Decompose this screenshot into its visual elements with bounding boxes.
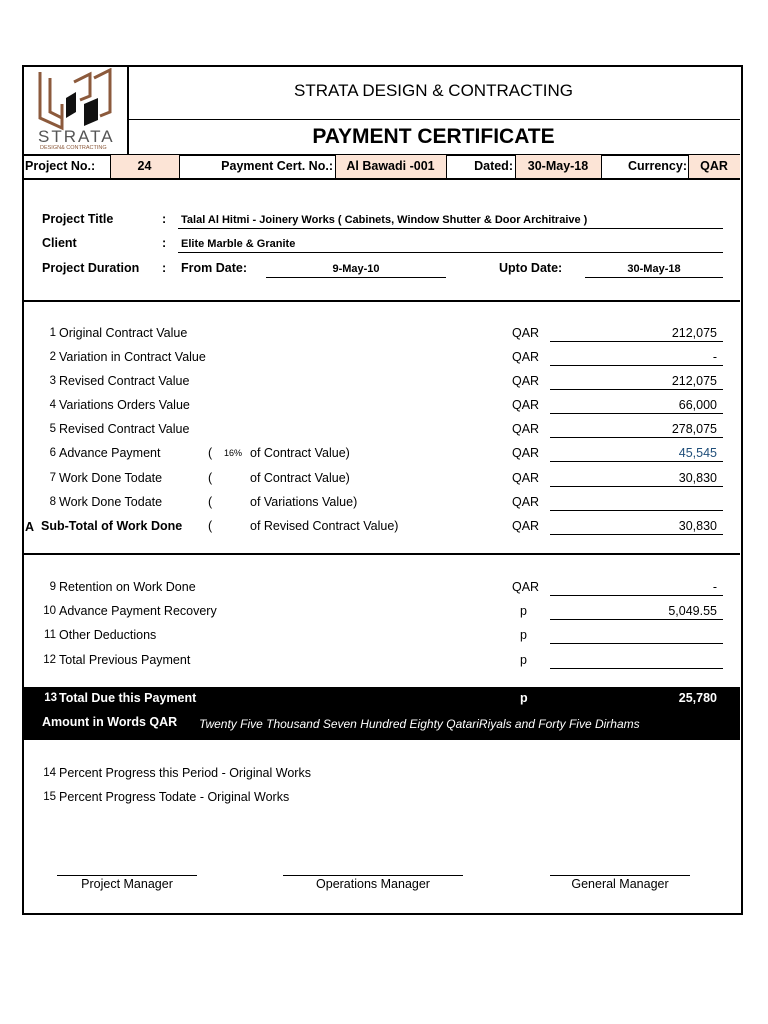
row-number: 3: [49, 375, 56, 387]
row-value-underline: [550, 595, 723, 596]
project-manager-label: Project Manager: [81, 877, 173, 891]
row-value-underline: [550, 365, 723, 366]
total-no: 13: [44, 692, 57, 704]
project-no-label: Project No.:: [25, 159, 96, 173]
row-value-underline: [550, 534, 723, 535]
row-currency: QAR: [512, 350, 540, 364]
row-label: Variations Orders Value: [59, 398, 190, 412]
cert-no-value: Al Bawadi -001: [346, 159, 435, 173]
client-colon: :: [162, 236, 167, 250]
row-value-underline: [550, 510, 723, 511]
row-paren: (: [208, 446, 213, 460]
row-number: 1: [49, 327, 56, 339]
progress-number: 14: [43, 767, 56, 779]
row-value-underline: [550, 668, 723, 669]
row-value-underline: [550, 619, 723, 620]
row-number: 2: [49, 351, 56, 363]
row-value: 30,830: [678, 519, 717, 533]
row-value: -: [712, 350, 717, 364]
row-currency: QAR: [512, 580, 540, 594]
row-currency: p: [520, 628, 527, 642]
row-number: 12: [43, 654, 56, 666]
row-value: 45,545: [678, 446, 717, 460]
row-paren: (: [208, 471, 213, 485]
cert-no-label: Payment Cert. No.:: [221, 159, 333, 173]
row-number: 8: [49, 496, 56, 508]
row-value-underline: [550, 643, 723, 644]
info-bar-bottom: [23, 178, 740, 180]
logo-brand-name: STRATA: [38, 127, 115, 146]
total-label: Total Due this Payment: [59, 691, 197, 705]
row-basis: of Contract Value): [250, 471, 350, 485]
logo-brand-sub: DESIGN& CONTRACTING: [40, 145, 107, 151]
header-divider: [127, 119, 740, 120]
row-currency: QAR: [512, 326, 540, 340]
om-signature-line: [283, 875, 463, 876]
progress-number: 15: [43, 791, 56, 803]
page-title: PAYMENT CERTIFICATE: [312, 125, 555, 148]
row-label: Advance Payment: [59, 446, 161, 460]
row-currency: QAR: [512, 471, 540, 485]
upto-date-label: Upto Date:: [499, 261, 563, 275]
row-basis: of Revised Contract Value): [250, 519, 399, 533]
row-value-underline: [550, 461, 723, 462]
from-date-underline: [266, 277, 446, 278]
company-name: STRATA DESIGN & CONTRACTING: [294, 81, 573, 100]
row-label: Original Contract Value: [59, 326, 188, 340]
operations-manager-label: Operations Manager: [316, 877, 430, 891]
section-divider-2: [23, 553, 740, 555]
progress-label: Percent Progress this Period - Original Works: [59, 766, 311, 780]
project-title-value: Talal Al Hitmi - Joinery Works ( Cabinets, Window Shutter & Door Architraive ): [181, 214, 588, 226]
client-underline: [178, 252, 723, 253]
row-basis: of Variations Value): [250, 495, 358, 509]
row-number: A: [24, 520, 34, 534]
from-date-value: 9-May-10: [332, 263, 380, 275]
row-currency: QAR: [512, 446, 540, 460]
row-number: 11: [44, 629, 56, 641]
row-currency: QAR: [512, 374, 540, 388]
row-value: 66,000: [678, 398, 717, 412]
row-currency: QAR: [512, 398, 540, 412]
row-label: Advance Payment Recovery: [59, 604, 217, 618]
row-value: 5,049.55: [668, 604, 717, 618]
row-number: 5: [49, 423, 56, 435]
row-value: 30,830: [678, 471, 717, 485]
client-label: Client: [42, 236, 77, 250]
project-title-colon: :: [162, 212, 167, 226]
row-label: Work Done Todate: [59, 471, 163, 485]
row-number: 7: [49, 472, 56, 484]
from-date-label: From Date:: [181, 261, 247, 275]
upto-date-value: 30-May-18: [627, 263, 681, 275]
row-currency: p: [520, 653, 527, 667]
row-label: Revised Contract Value: [59, 374, 190, 388]
row-number: 4: [49, 399, 56, 411]
row-number: 10: [43, 605, 56, 617]
row-paren: (: [208, 495, 213, 509]
row-currency: QAR: [512, 422, 540, 436]
row-number: 9: [49, 581, 56, 593]
upto-date-underline: [585, 277, 723, 278]
row-label: Retention on Work Done: [59, 580, 196, 594]
row-number: 6: [49, 447, 56, 459]
row-label: Variation in Contract Value: [59, 350, 206, 364]
row-currency: QAR: [512, 519, 540, 533]
row-currency: p: [520, 604, 527, 618]
progress-label: Percent Progress Todate - Original Works: [59, 790, 290, 804]
currency-label: Currency:: [627, 159, 687, 173]
row-label: Total Previous Payment: [59, 653, 191, 667]
row-value: 278,075: [671, 422, 717, 436]
row-value: -: [712, 580, 717, 594]
row-value: 212,075: [671, 326, 717, 340]
row-label: Sub-Total of Work Done: [41, 519, 183, 533]
project-title-label: Project Title: [42, 212, 114, 226]
row-basis: of Contract Value): [250, 446, 350, 460]
strata-logo: [30, 68, 120, 152]
row-paren: (: [208, 519, 213, 533]
row-value-underline: [550, 486, 723, 487]
row-value-underline: [550, 437, 723, 438]
section-divider-1: [23, 300, 740, 302]
certificate-frame: [22, 65, 743, 915]
total-value: 25,780: [678, 691, 717, 705]
row-label: Work Done Todate: [59, 495, 163, 509]
amount-words-value: Twenty Five Thousand Seven Hundred Eighty QatariRiyals and Forty Five Dirhams: [199, 717, 640, 731]
row-label: Revised Contract Value: [59, 422, 190, 436]
project-no-value: 24: [137, 159, 152, 173]
strata-logo-mark: [30, 68, 120, 132]
amount-words-label: Amount in Words QAR: [42, 715, 178, 729]
row-value-underline: [550, 413, 723, 414]
row-percent: 16%: [224, 448, 243, 458]
general-manager-label: General Manager: [571, 877, 669, 891]
row-currency: QAR: [512, 495, 540, 509]
duration-label: Project Duration: [42, 261, 140, 275]
duration-colon: :: [162, 261, 167, 275]
row-value-underline: [550, 341, 723, 342]
currency-value: QAR: [700, 159, 728, 173]
dated-label: Dated:: [474, 159, 513, 173]
client-value: Elite Marble & Granite: [181, 238, 296, 250]
row-value-underline: [550, 389, 723, 390]
row-label: Other Deductions: [59, 628, 157, 642]
dated-value: 30-May-18: [527, 159, 589, 173]
total-currency: p: [520, 691, 528, 705]
pm-signature-line: [57, 875, 197, 876]
row-value: 212,075: [671, 374, 717, 388]
gm-signature-line: [550, 875, 690, 876]
project-title-underline: [178, 228, 723, 229]
